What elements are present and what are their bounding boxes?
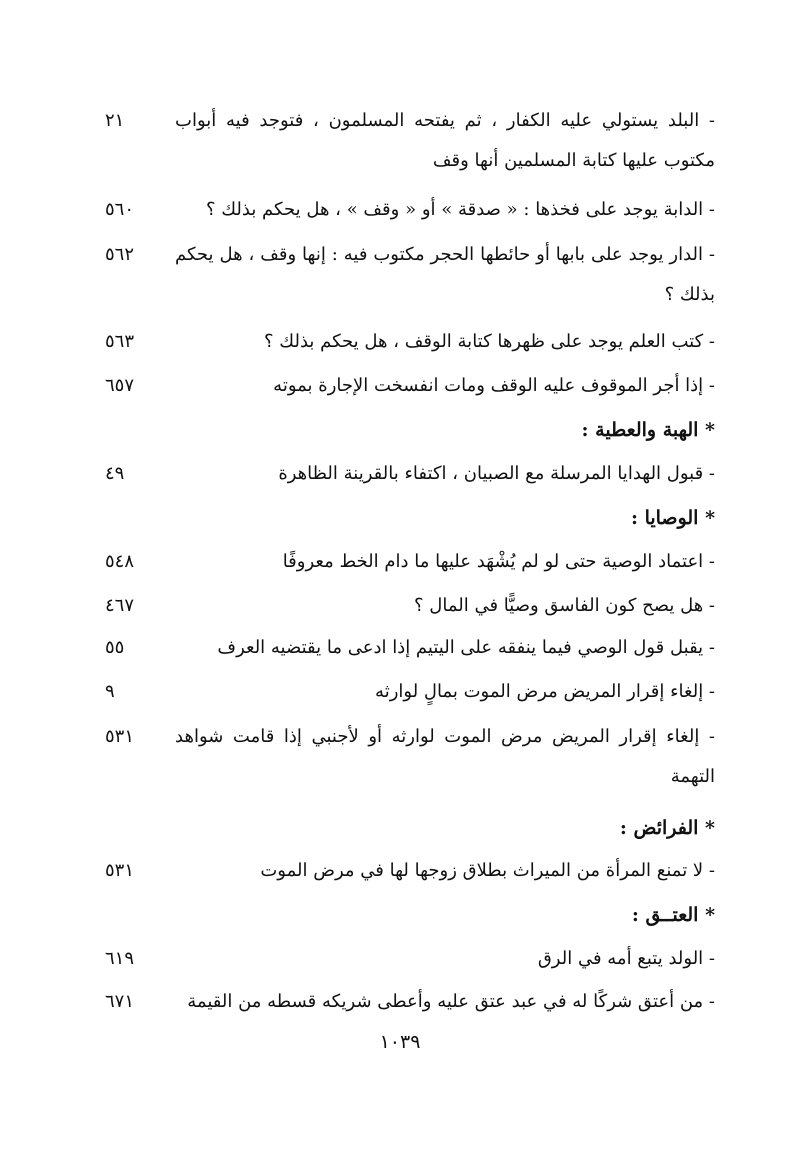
- section-heading: [90, 895, 715, 935]
- entry-text: - الدابة يوجد على فخذها : « صدقة » أو « وقف » ، هل يحكم بذلك ؟: [205, 199, 715, 220]
- entry-text: - هل يصح كون الفاسق وصيًّا في المال ؟: [414, 595, 715, 616]
- entry-text: - يقبل قول الوصي فيما ينفقه على اليتيم إذا ادعى ما يقتضيه العرف: [217, 637, 715, 658]
- entry-text: - إلغاء إقرار المريض مرض الموت لوارثه أو لأجنبي إذا قامت شواهد التهمة: [175, 726, 715, 787]
- index-entry: [90, 939, 715, 979]
- index-entry: [90, 366, 715, 406]
- entry-page-number: ٥٦٠: [105, 199, 135, 220]
- heading-text: * العتــق :: [631, 904, 715, 926]
- index-entry: [90, 982, 715, 1022]
- entry-page-number: ٥٣١: [105, 726, 135, 747]
- entry-text: - إلغاء إقرار المريض مرض الموت بمالٍ لوارثه: [375, 681, 715, 702]
- entry-page-number: ٥٥: [105, 637, 125, 658]
- index-entry: [90, 322, 715, 362]
- entry-text: - اعتماد الوصية حتى لو لم يُشْهَد عليها ما دام الخط معروفًا: [282, 551, 715, 572]
- entry-text: - الدار يوجد على بابها أو حائطها الحجر مكتوب فيه : إنها وقف ، هل يحكم بذلك ؟: [175, 244, 715, 305]
- index-entry: [90, 101, 715, 181]
- heading-text: * الهبة والعطية :: [581, 419, 715, 441]
- index-entry: [90, 586, 715, 626]
- entry-text: - إذا أجر الموقوف عليه الوقف ومات انفسخت الإجارة بموته: [273, 375, 715, 396]
- entry-text: - كتب العلم يوجد على ظهرها كتابة الوقف ، هل يحكم بذلك ؟: [264, 331, 715, 352]
- entry-page-number: ٤٩: [105, 463, 125, 484]
- entry-text: - لا تمنع المرأة من الميراث بطلاق زوجها لها في مرض الموت: [260, 860, 715, 881]
- index-entry: [90, 851, 715, 891]
- section-heading: [90, 410, 715, 450]
- entry-page-number: ٩: [105, 681, 115, 702]
- section-heading: [90, 808, 715, 848]
- entry-page-number: ٦٥٧: [105, 375, 135, 396]
- index-entry: [90, 190, 715, 230]
- entry-text: - الولد يتبع أمه في الرق: [537, 948, 715, 969]
- index-entry: [90, 235, 715, 315]
- entry-page-number: ٥٦٢: [105, 244, 135, 265]
- heading-text: * الفرائض :: [619, 817, 715, 839]
- entry-page-number: ٦١٩: [105, 948, 135, 969]
- entry-page-number: ٦٧١: [105, 991, 135, 1012]
- index-entry: [90, 454, 715, 494]
- index-entry: [90, 672, 715, 712]
- entry-page-number: ٤٦٧: [105, 595, 135, 616]
- entry-text: - قبول الهدايا المرسلة مع الصبيان ، اكتفاء بالقرينة الظاهرة: [278, 463, 715, 484]
- entry-page-number: ٥٤٨: [105, 551, 135, 572]
- entry-page-number: ٥٦٣: [105, 331, 135, 352]
- section-heading: [90, 498, 715, 538]
- entry-page-number: ٥٣١: [105, 860, 135, 881]
- index-entry: [90, 717, 715, 797]
- index-entry: [90, 628, 715, 668]
- page-number: ١٠٣٩: [379, 1031, 421, 1053]
- index-entry: [90, 542, 715, 582]
- entry-page-number: ٢١: [105, 110, 125, 131]
- heading-text: * الوصايا :: [630, 507, 715, 529]
- entry-text: - البلد يستولي عليه الكفار ، ثم يفتحه المسلمون ، فتوجد فيه أبواب مكتوب عليها كتابة المسلمين أنها وقف: [175, 110, 715, 171]
- entry-text: - من أعتق شركًا له في عبد عتق عليه وأعطى شريكه قسطه من القيمة: [187, 991, 715, 1012]
